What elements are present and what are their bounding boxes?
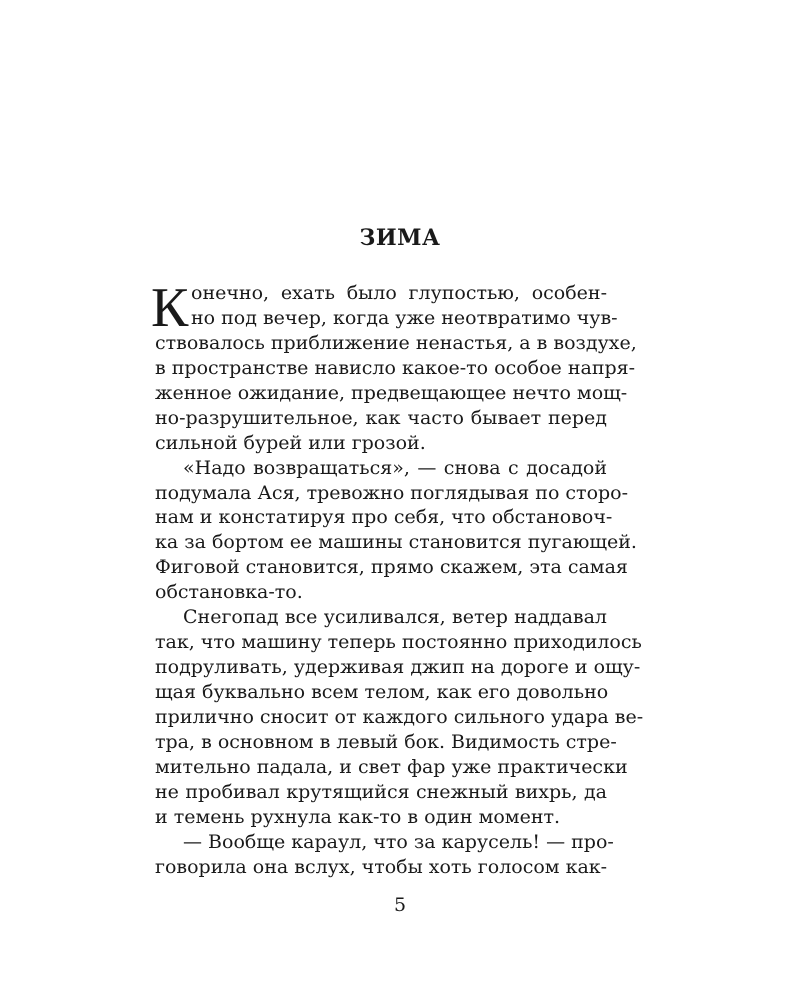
text-line: подруливать, удерживая джип на дороге и ощу- [155,656,641,679]
text-line: но под вечер, когда уже неотвратимо чув- [191,306,618,329]
page-number: 5 [393,894,407,916]
drop-cap: К [151,277,189,339]
body-text [151,277,644,880]
text-line: нам и констатируя про себя, что обстановоч- [155,506,613,529]
text-line: ка за бортом ее машины становится пугающей. [155,531,637,554]
text-line: тра, в основном в левый бок. Видимость стре- [155,730,617,753]
chapter-title: ЗИМА [359,225,441,251]
text-line: ствовалось приближение ненастья, а в воздухе, [155,331,637,354]
text-line: мительно падала, и свет фар уже практически [155,755,628,778]
text-line: подумала Ася, тревожно поглядывая по сторо- [155,481,629,504]
text-line: щая буквально всем телом, как его довольно [155,681,609,703]
text-line: прилично сносит от каждого сильного удара ве- [155,705,644,728]
text-line: говорила она вслух, чтобы хоть голосом как- [155,855,608,878]
text-line: «Надо возвращаться», — снова с досадой [183,456,607,479]
text-line: обстановка-то. [155,581,303,604]
text-line: онечно, ехать было глупостью, особен- [191,282,607,304]
text-line: сильной бурей или грозой. [155,431,426,454]
text-line: — Вообще караул, что за карусель! — про- [183,830,614,853]
text-line: и темень рухнула как-то в один момент. [155,805,561,828]
text-line: так, что машину теперь постоянно приходилось [155,631,642,654]
text-line: но-разрушительное, как часто бывает перед [155,406,607,429]
text-line: в пространстве нависло какое-то особое напря- [155,356,636,379]
text-line: Фиговой становится, прямо скажем, эта самая [155,556,628,579]
text-line: Снегопад все усиливался, ветер наддавал [183,606,607,629]
text-line: не пробивал крутящийся снежный вихрь, да [155,780,607,803]
text-line: женное ожидание, предвещающее нечто мощ- [155,381,628,404]
